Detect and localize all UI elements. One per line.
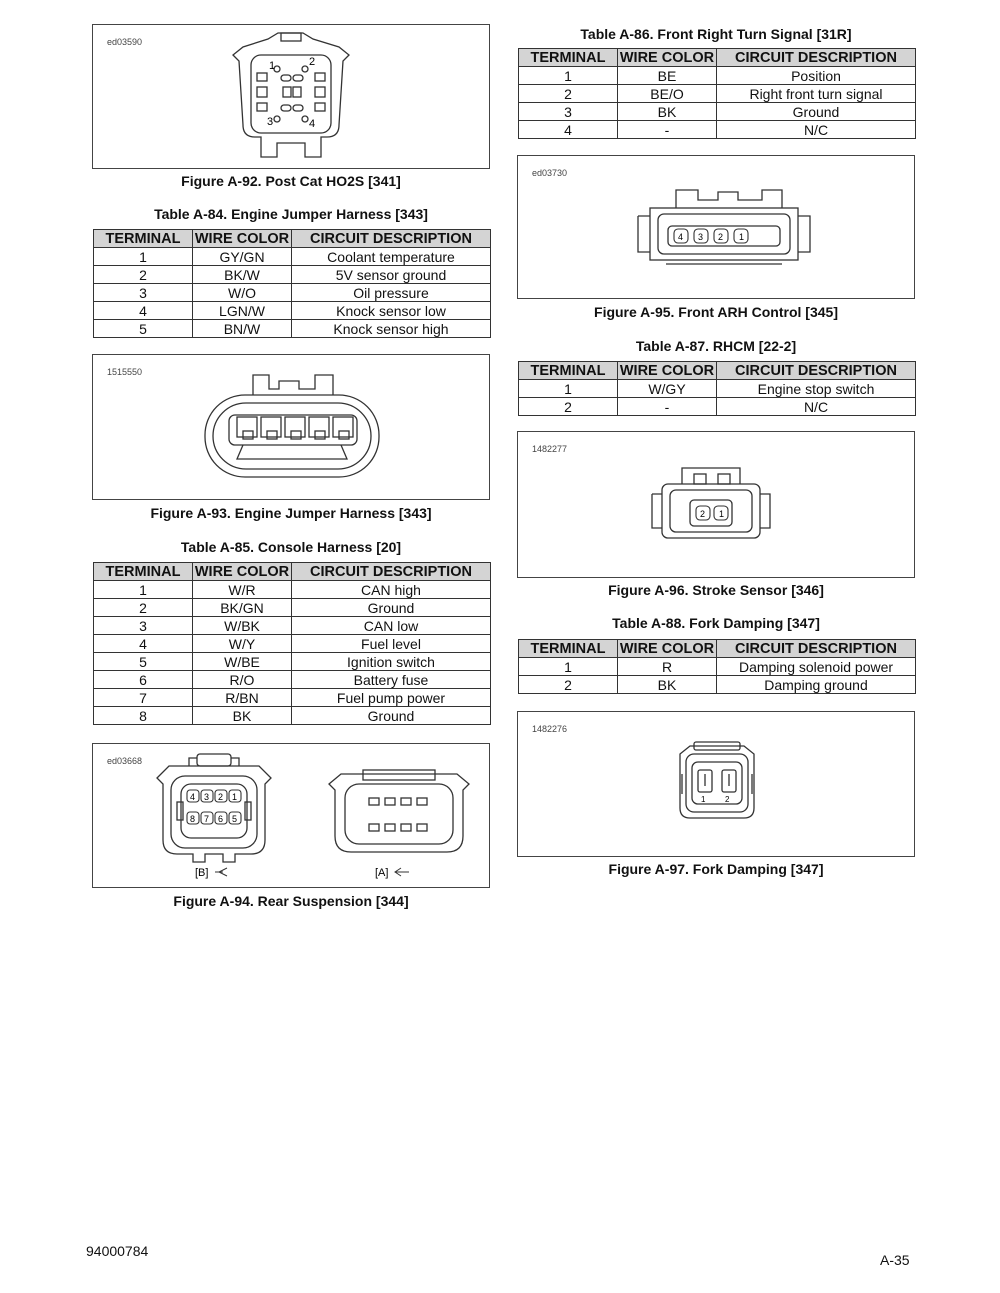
terminal-cell: 1 bbox=[94, 248, 193, 266]
wire-color-cell: W/O bbox=[193, 284, 292, 302]
table-row bbox=[519, 121, 916, 139]
table-row bbox=[94, 617, 491, 635]
table-row bbox=[519, 67, 916, 85]
pin-label: 3 bbox=[204, 792, 210, 802]
table-row bbox=[519, 103, 916, 121]
terminal-cell: 5 bbox=[94, 320, 193, 338]
figure-a92-box bbox=[92, 24, 490, 169]
table-row bbox=[94, 320, 491, 338]
table-a84 bbox=[93, 229, 491, 338]
circuit-cell: Right front turn signal bbox=[717, 85, 916, 103]
wire-color-cell: BN/W bbox=[193, 320, 292, 338]
document-number: 94000784 bbox=[86, 1243, 149, 1259]
stroke-sensor-connector-drawing bbox=[518, 432, 916, 579]
circuit-cell: Fuel level bbox=[292, 635, 491, 653]
table-row bbox=[94, 581, 491, 599]
wire-color-header: WIRE COLOR bbox=[618, 640, 717, 658]
table-header-row bbox=[519, 640, 916, 658]
table-row bbox=[519, 658, 916, 676]
pin-label: 4 bbox=[678, 232, 684, 242]
wire-color-cell: BK bbox=[618, 103, 717, 121]
figure-a93-box bbox=[92, 354, 490, 500]
circuit-header: CIRCUIT DESCRIPTION bbox=[717, 640, 916, 658]
pin-label: 6 bbox=[218, 814, 224, 824]
circuit-cell: Ground bbox=[292, 707, 491, 725]
table-row bbox=[94, 266, 491, 284]
rear-suspension-connector-drawing bbox=[93, 744, 491, 889]
wire-color-cell: R/BN bbox=[193, 689, 292, 707]
figure-id: 1482276 bbox=[532, 724, 568, 734]
wire-color-cell: W/R bbox=[193, 581, 292, 599]
wire-color-cell: BK bbox=[618, 676, 717, 694]
circuit-cell: Knock sensor high bbox=[292, 320, 491, 338]
circuit-cell: Damping solenoid power bbox=[717, 658, 916, 676]
table-row bbox=[519, 398, 916, 416]
circuit-cell: Ignition switch bbox=[292, 653, 491, 671]
pin-label: 4 bbox=[190, 792, 196, 802]
circuit-header: CIRCUIT DESCRIPTION bbox=[292, 230, 491, 248]
circuit-cell: Fuel pump power bbox=[292, 689, 491, 707]
figure-a97-caption: Figure A-97. Fork Damping [347] bbox=[608, 861, 824, 877]
figure-id: ed03668 bbox=[107, 756, 143, 766]
pin-label: 2 bbox=[309, 56, 316, 68]
table-row bbox=[94, 707, 491, 725]
figure-id: ed03730 bbox=[532, 168, 568, 178]
pin-label: 5 bbox=[232, 814, 238, 824]
table-a88-title: Table A-88. Fork Damping [347] bbox=[612, 615, 820, 631]
circuit-cell: N/C bbox=[717, 398, 916, 416]
terminal-cell: 2 bbox=[519, 85, 618, 103]
wire-color-cell: BE bbox=[618, 67, 717, 85]
table-row bbox=[94, 302, 491, 320]
table-row bbox=[94, 689, 491, 707]
table-row bbox=[94, 671, 491, 689]
circuit-header: CIRCUIT DESCRIPTION bbox=[717, 362, 916, 380]
circuit-header: CIRCUIT DESCRIPTION bbox=[292, 563, 491, 581]
terminal-header: TERMINAL bbox=[519, 362, 618, 380]
terminal-cell: 7 bbox=[94, 689, 193, 707]
pin-label: 2 bbox=[718, 232, 724, 242]
wire-color-cell: - bbox=[618, 398, 717, 416]
figure-a96-box bbox=[517, 431, 915, 578]
table-header-row bbox=[519, 49, 916, 67]
engine-jumper-harness-connector-drawing bbox=[93, 355, 491, 501]
fork-damping-connector-drawing bbox=[518, 712, 916, 858]
pin-label: 7 bbox=[204, 814, 210, 824]
terminal-cell: 4 bbox=[94, 635, 193, 653]
table-row bbox=[519, 380, 916, 398]
terminal-cell: 1 bbox=[94, 581, 193, 599]
pin-label: 3 bbox=[267, 116, 274, 128]
circuit-cell: Knock sensor low bbox=[292, 302, 491, 320]
circuit-cell: Position bbox=[717, 67, 916, 85]
wire-color-cell: BE/O bbox=[618, 85, 717, 103]
circuit-cell: Ground bbox=[292, 599, 491, 617]
pin-label: 2 bbox=[700, 509, 706, 519]
pin-label: 1 bbox=[719, 509, 725, 519]
figure-id: 1482277 bbox=[532, 444, 568, 454]
circuit-cell: Oil pressure bbox=[292, 284, 491, 302]
wire-color-cell: R/O bbox=[193, 671, 292, 689]
table-header-row bbox=[94, 563, 491, 581]
wire-color-header: WIRE COLOR bbox=[193, 230, 292, 248]
table-row bbox=[94, 248, 491, 266]
terminal-cell: 1 bbox=[519, 67, 618, 85]
wire-color-cell: LGN/W bbox=[193, 302, 292, 320]
terminal-header: TERMINAL bbox=[519, 640, 618, 658]
wire-color-cell: W/BK bbox=[193, 617, 292, 635]
post-cat-ho2s-connector-drawing bbox=[93, 25, 491, 170]
figure-a95-box bbox=[517, 155, 915, 299]
wire-color-header: WIRE COLOR bbox=[618, 49, 717, 67]
circuit-cell: Coolant temperature bbox=[292, 248, 491, 266]
terminal-cell: 3 bbox=[519, 103, 618, 121]
wire-color-cell: W/BE bbox=[193, 653, 292, 671]
terminal-cell: 1 bbox=[519, 380, 618, 398]
table-a85-title: Table A-85. Console Harness [20] bbox=[180, 539, 402, 555]
table-row bbox=[94, 599, 491, 617]
circuit-header: CIRCUIT DESCRIPTION bbox=[717, 49, 916, 67]
figure-a94-box bbox=[92, 743, 490, 888]
figure-a93-caption: Figure A-93. Engine Jumper Harness [343] bbox=[150, 505, 432, 521]
circuit-cell: 5V sensor ground bbox=[292, 266, 491, 284]
table-row bbox=[519, 85, 916, 103]
arrow-left-icon bbox=[215, 868, 227, 876]
pin-label: 2 bbox=[725, 795, 730, 804]
figure-a97-box bbox=[517, 711, 915, 857]
pin-label: 4 bbox=[309, 118, 316, 130]
terminal-header: TERMINAL bbox=[519, 49, 618, 67]
table-a85 bbox=[93, 562, 491, 725]
table-a88 bbox=[518, 639, 916, 694]
pin-label: 1 bbox=[701, 795, 706, 804]
circuit-cell: Engine stop switch bbox=[717, 380, 916, 398]
terminal-header: TERMINAL bbox=[94, 230, 193, 248]
table-row bbox=[94, 635, 491, 653]
front-arh-control-connector-drawing bbox=[518, 156, 916, 300]
circuit-cell: CAN low bbox=[292, 617, 491, 635]
terminal-cell: 8 bbox=[94, 707, 193, 725]
wire-color-header: WIRE COLOR bbox=[193, 563, 292, 581]
figure-id: 1515550 bbox=[107, 367, 143, 377]
table-row bbox=[94, 653, 491, 671]
wire-color-cell: BK/GN bbox=[193, 599, 292, 617]
pin-label: 1 bbox=[269, 60, 276, 72]
figure-id: ed03590 bbox=[107, 37, 143, 47]
pin-label: 3 bbox=[698, 232, 704, 242]
table-row bbox=[519, 676, 916, 694]
table-header-row bbox=[519, 362, 916, 380]
connector-a-label: [A] bbox=[375, 867, 389, 879]
figure-a95-caption: Figure A-95. Front ARH Control [345] bbox=[594, 304, 838, 320]
wire-color-cell: W/GY bbox=[618, 380, 717, 398]
terminal-cell: 2 bbox=[94, 599, 193, 617]
wire-color-header: WIRE COLOR bbox=[618, 362, 717, 380]
circuit-cell: Ground bbox=[717, 103, 916, 121]
terminal-cell: 1 bbox=[519, 658, 618, 676]
wire-color-cell: BK bbox=[193, 707, 292, 725]
pin-label: 1 bbox=[739, 232, 745, 242]
figure-a92-caption: Figure A-92. Post Cat HO2S [341] bbox=[181, 173, 401, 189]
table-row bbox=[94, 284, 491, 302]
terminal-cell: 4 bbox=[519, 121, 618, 139]
pin-label: 2 bbox=[218, 792, 224, 802]
figure-a94-caption: Figure A-94. Rear Suspension [344] bbox=[173, 893, 409, 909]
wire-color-cell: BK/W bbox=[193, 266, 292, 284]
table-a84-title: Table A-84. Engine Jumper Harness [343] bbox=[154, 206, 428, 222]
terminal-cell: 3 bbox=[94, 284, 193, 302]
pin-label: 1 bbox=[232, 792, 238, 802]
terminal-cell: 3 bbox=[94, 617, 193, 635]
table-a87 bbox=[518, 361, 916, 416]
circuit-cell: Damping ground bbox=[717, 676, 916, 694]
terminal-cell: 2 bbox=[519, 676, 618, 694]
terminal-header: TERMINAL bbox=[94, 563, 193, 581]
wire-color-cell: - bbox=[618, 121, 717, 139]
terminal-cell: 6 bbox=[94, 671, 193, 689]
table-header-row bbox=[94, 230, 491, 248]
connector-b-label: [B] bbox=[195, 867, 209, 879]
wire-color-cell: W/Y bbox=[193, 635, 292, 653]
terminal-cell: 2 bbox=[519, 398, 618, 416]
figure-a96-caption: Figure A-96. Stroke Sensor [346] bbox=[608, 582, 824, 598]
circuit-cell: CAN high bbox=[292, 581, 491, 599]
terminal-cell: 5 bbox=[94, 653, 193, 671]
table-a86 bbox=[518, 48, 916, 139]
table-a87-title: Table A-87. RHCM [22-2] bbox=[635, 338, 797, 354]
circuit-cell: N/C bbox=[717, 121, 916, 139]
table-a86-title: Table A-86. Front Right Turn Signal [31R] bbox=[580, 26, 852, 42]
page-number: A-35 bbox=[880, 1252, 910, 1268]
terminal-cell: 4 bbox=[94, 302, 193, 320]
circuit-cell: Battery fuse bbox=[292, 671, 491, 689]
terminal-cell: 2 bbox=[94, 266, 193, 284]
arrow-left-icon bbox=[395, 868, 409, 876]
wire-color-cell: GY/GN bbox=[193, 248, 292, 266]
pin-label: 8 bbox=[190, 814, 196, 824]
wire-color-cell: R bbox=[618, 658, 717, 676]
